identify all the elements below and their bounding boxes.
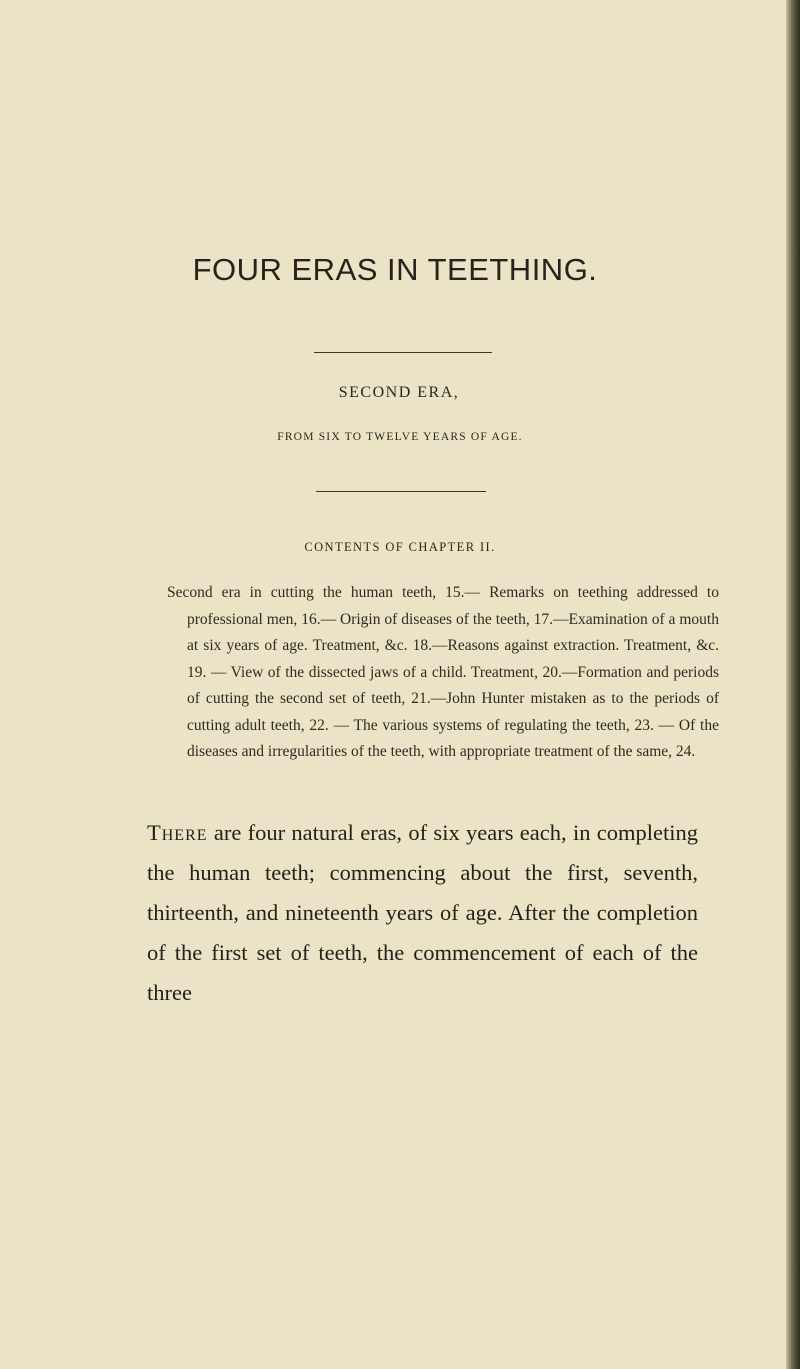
chapter-contents-paragraph: Second era in cutting the human teeth, 15.— Remarks on teething addressed to professional men, 16.— Origin of diseases of the teeth, 17.—Examination of a mouth at six years of age. Treatment, &c. 18.—Reasons against extraction. Treatment, &c. 19. — View of the dissected jaws of a child. Treatment, 20.—Formation and periods of cutting the second set of teeth, 21.—John Hunter mistaken as to the periods of cutting adult teeth, 22. — The various systems of regulating the teeth, 23. — Of the diseases and irregularities of the teeth, with appropriate treatment of the same, 24.	[167, 584, 719, 760]
era-heading: SECOND ERA,	[338, 384, 460, 401]
body-lead-word: There	[147, 820, 208, 845]
page-title: FOUR ERAS IN TEETHING.	[192, 252, 598, 287]
page-edge-shadow	[786, 0, 800, 1369]
contents-heading: CONTENTS OF CHAPTER II.	[304, 540, 496, 554]
body-paragraph	[147, 813, 698, 1013]
era-subheading: FROM SIX TO TWELVE YEARS OF AGE.	[277, 431, 523, 443]
title-divider-rule	[314, 352, 492, 353]
body-paragraph-text: are four natural eras, of six years each, in completing the human teeth; commencing about the first, seventh, thirteenth, and nineteenth years of age. After the completion of the first set of teeth, the commencement of each of the three	[147, 820, 698, 1005]
section-divider-rule	[316, 491, 486, 492]
